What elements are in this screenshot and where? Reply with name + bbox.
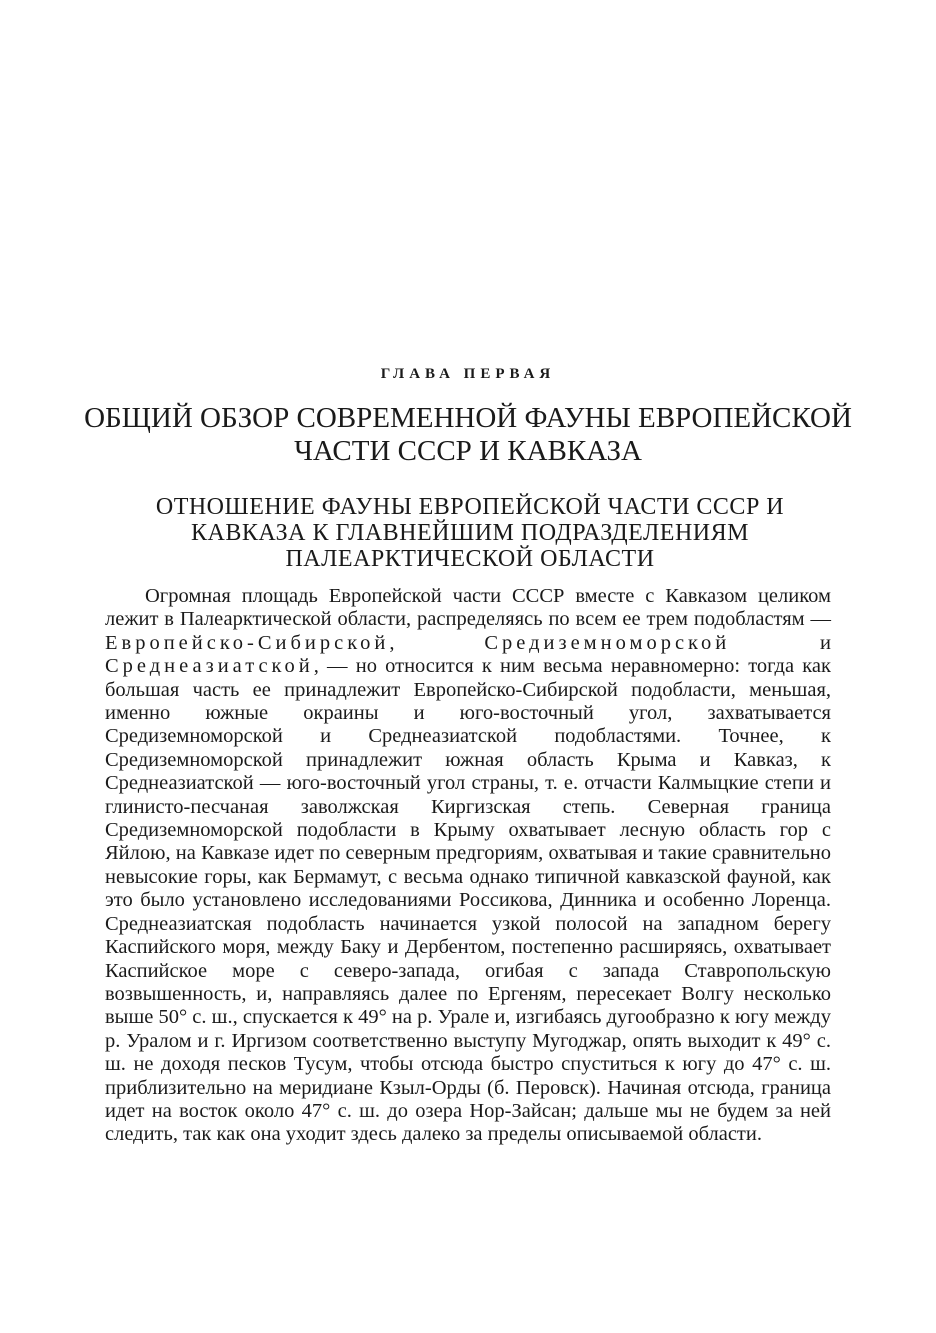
paragraph <box>105 585 831 1147</box>
section-title: ОТНОШЕНИЕ ФАУНЫ ЕВРОПЕЙСКОЙ ЧАСТИ СССР И КАВКАЗА К ГЛАВНЕЙШИМ ПОДРАЗДЕЛЕНИЯМ ПАЛЕАРКТИЧЕСКОЙ ОБЛАСТИ <box>155 494 785 572</box>
subregion-central-asian: Среднеазиатской <box>105 655 314 678</box>
text-run: , — но относится к ним весьма неравномерно: тогда как большая часть ее принадлежит Европейско-Сибирской подобласти, меньшая, именно южные окраины и юго-восточный угол, захватывается Средиземноморской и Среднеазиатской подобластями. Точнее, к Средиземноморской принадлежит южная область Крыма и Кавказ, к Среднеазиатской — юго-восточный угол страны, т. е. отчасти Калмыцкие степи и глинисто-песчаная заволжская Киргизская степь. Северная граница Средиземноморской подобласти в Крыму охватывает лесную область гор с Яйлою, на Кавказе идет по северным предгориям, охватывая и такие сравнительно невысокие горы, как Бермамут, с весьма однако типичной кавказской фауной, как это было установлено исследованиями Россикова, Динника и особенно Лоренца. Среднеазиатская подобласть начинается узкой полосой на западном берегу Каспийского моря, между Баку и Дербентом, постепенно расширяясь, охватывает Каспийское море с северо-запада, огибая с запада Ставропольскую возвышенность, и, направляясь далее по Ергеням, пересекает Волгу несколько выше 50° с. ш., спускается к 49° на р. Урале и, изгибаясь дугообразно к югу между р. Уралом и г. Иргизом соответственно выступу Мугоджар, опять выходит к 49° с. ш. не доходя песков Тусум, чтобы отсюда быстро спуститься к югу до 47° с. ш. приблизительно на меридиане Кзыл-Орды (б. Перовск). Начиная отсюда, граница идет на восток около 47° с. ш. до озера Нор-Зайсан; дальше мы не будем за ней следить, так как она уходит здесь далеко за пределы описываемой области. <box>105 655 831 1146</box>
body-text <box>105 585 831 1147</box>
text-run: Огромная площадь Европейской части СССР вместе с Кавказом целиком лежит в Палеарктической области, распределяясь по всем ее трем подобластям — <box>105 585 831 631</box>
subregion-mediterranean: Средиземноморской <box>484 631 731 654</box>
subregion-european-siberian: Европейско-Сибирской <box>105 631 390 654</box>
text-run: , <box>389 631 485 654</box>
chapter-label: ГЛАВА ПЕРВАЯ <box>380 366 556 382</box>
text-run: и <box>730 631 831 654</box>
chapter-title: ОБЩИЙ ОБЗОР СОВРЕМЕННОЙ ФАУНЫ ЕВРОПЕЙСКОЙ ЧАСТИ СССР И КАВКАЗА <box>84 402 852 467</box>
